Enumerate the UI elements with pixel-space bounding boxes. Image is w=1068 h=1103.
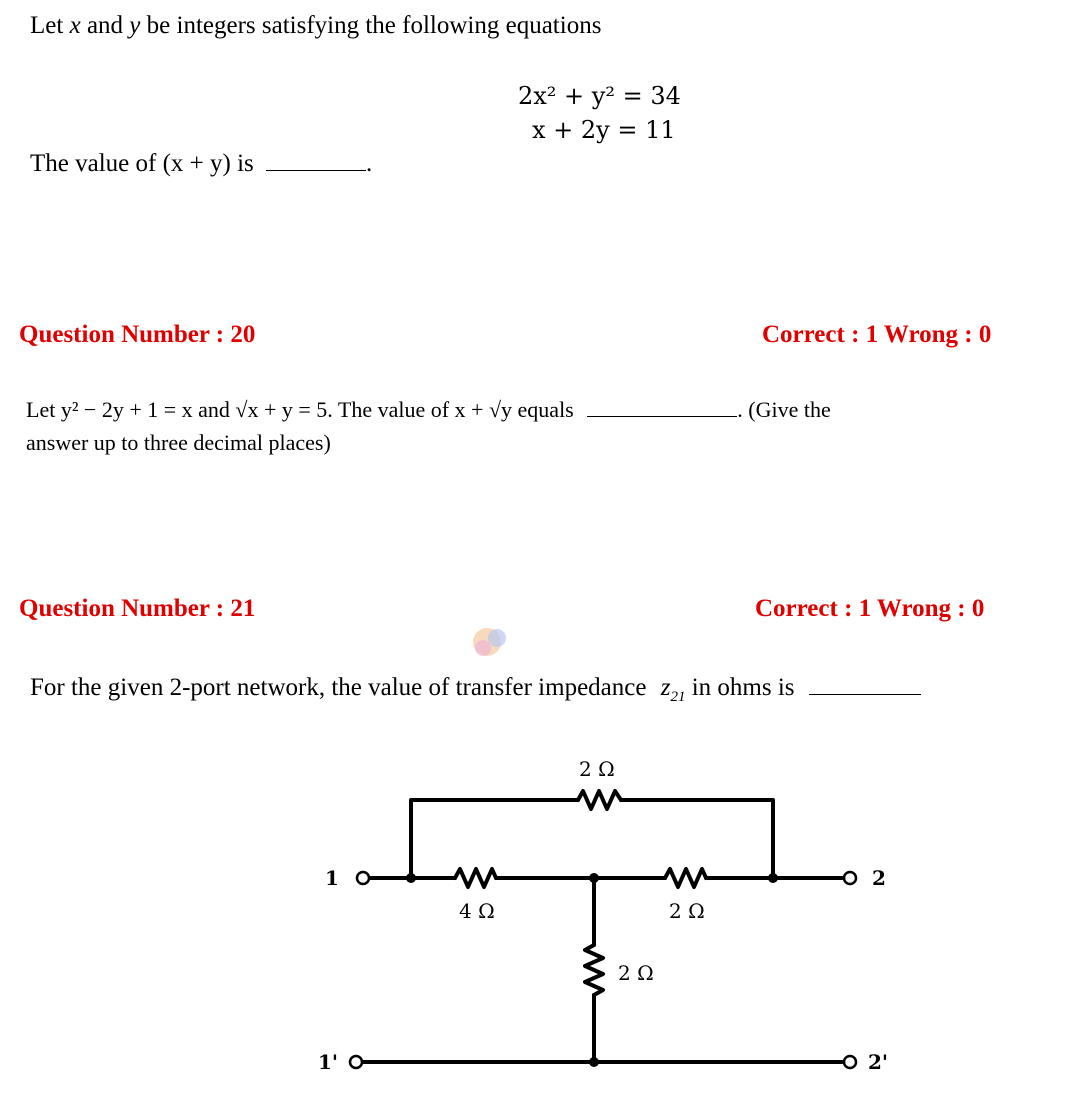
port2-label: 2 <box>872 866 886 890</box>
left-resistor-label: 4 Ω <box>459 899 495 923</box>
top-resistor-label: 2 Ω <box>579 757 615 781</box>
q20-header: Question Number : 20 <box>19 321 256 348</box>
two-port-circuit <box>300 740 920 1090</box>
port1-prime-terminal <box>350 1056 362 1068</box>
q21-header: Question Number : 21 <box>19 595 256 622</box>
port1-terminal <box>357 872 369 884</box>
answer-blank[interactable] <box>266 150 366 171</box>
left-resistor <box>455 869 496 887</box>
q19-equation-2: x + 2y = 11 <box>532 116 676 144</box>
watermark-logo <box>465 620 525 670</box>
port2-prime-label: 2' <box>868 1050 889 1074</box>
top-resistor <box>578 791 621 809</box>
q20-marks: Correct : 1 Wrong : 0 <box>762 321 992 348</box>
shunt-resistor <box>585 945 603 995</box>
shunt-resistor-label: 2 Ω <box>618 961 654 985</box>
q21-text: For the given 2-port network, the value of transfer impedance $z_{21}$ in ohms is <box>30 674 921 706</box>
q21-marks: Correct : 1 Wrong : 0 <box>755 595 985 622</box>
port2-terminal <box>844 872 856 884</box>
port1-label: 1 <box>325 866 339 890</box>
right-resistor <box>665 869 706 887</box>
answer-blank[interactable] <box>809 674 921 695</box>
answer-blank[interactable] <box>587 396 737 417</box>
z21-variable: $z_{21}$ <box>660 674 686 705</box>
port1-prime-label: 1' <box>318 1050 339 1074</box>
q19-intro: Let x and y be integers satisfying the following equations <box>30 12 602 39</box>
q20-text-line2: answer up to three decimal places) <box>26 430 331 455</box>
right-resistor-label: 2 Ω <box>669 899 705 923</box>
q19-equation-1: 2x² + y² = 34 <box>518 82 681 110</box>
q20-text-line1: Let y² − 2y + 1 = x and √x + y = 5. The value of x + √y equals . (Give the <box>26 397 831 422</box>
q19-prompt: The value of (x + y) is . <box>30 150 373 177</box>
port2-prime-terminal <box>844 1056 856 1068</box>
